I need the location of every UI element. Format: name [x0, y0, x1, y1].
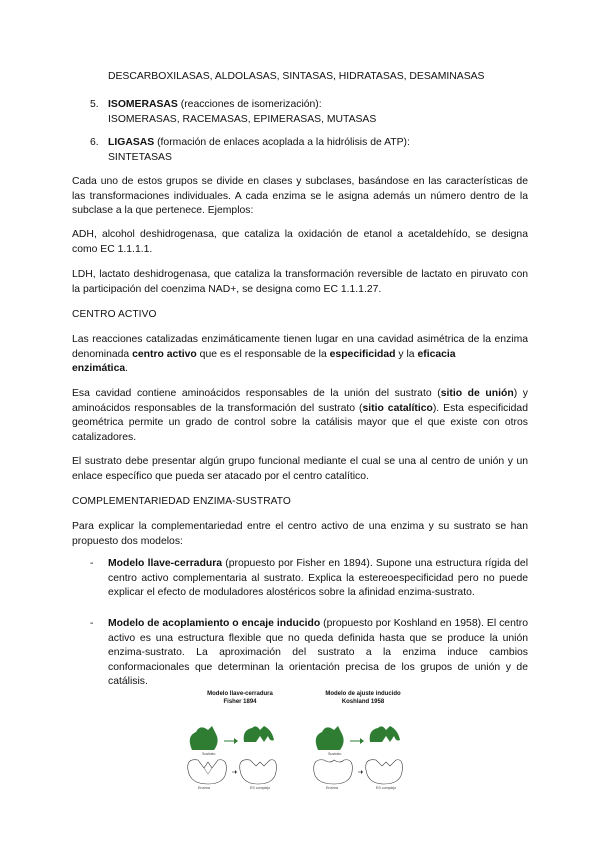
paragraph-centro-activo: Las reacciones catalizadas enzimáticamente tienen lugar en una cavidad asimétrica de la enzima denominada centro activo que es el responsable de la especificidad y la eficacia enzimática. — [72, 334, 529, 375]
item-examples: SINTETASAS — [108, 151, 172, 163]
list-item-ligasas: LIGASAS (formación de enlaces acoplada a la hidrólisis de ATP): SINTETASAS — [108, 136, 528, 165]
label-enzyme-left: Enzima — [198, 786, 210, 790]
list-continuation: DESCARBOXILASAS, ALDOLASAS, SINTASAS, HIDRATASAS, DESAMINASAS — [108, 71, 485, 82]
bullet-dash: - — [90, 618, 94, 629]
item-title: ISOMERASAS — [108, 99, 178, 110]
figure-caption-right: Modelo de ajuste inducido Koshland 1958 — [325, 691, 401, 705]
paragraph-sustrato: El sustrato debe presentar algún grupo funcional mediante el cual se una al centro de unión y un enlace específico que pueda ser atacado por el centro catalítico. — [72, 456, 529, 482]
item-examples: ISOMERASAS, RACEMASAS, EPIMERASAS, MUTASAS — [108, 113, 377, 125]
label-substrate-left: Sustrato — [202, 752, 216, 756]
label-complex-right: ES complejo — [376, 786, 397, 790]
label-enzyme-right: Enzima — [326, 786, 338, 790]
enzyme-models-figure — [180, 690, 430, 800]
item-title: LIGASAS — [108, 137, 155, 148]
list-item-isomerasas: ISOMERASAS (reacciones de isomerización): ISOMERASAS, RACEMASAS, EPIMERASAS, MUTASAS — [108, 98, 528, 127]
heading-complementariedad: COMPLEMENTARIEDAD ENZIMA-SUSTRATO — [72, 496, 291, 507]
paragraph-classes: Cada uno de estos grupos se divide en clases y subclases, basándose en las características de las transformaciones individuales. A cada enzima se le asigna además un número dentro de la subclase a la que pertenece. Ejemplos: — [72, 176, 529, 217]
paragraph-adh: ADH, alcohol deshidrogenasa, que cataliza la oxidación de etanol a acetaldehído, se designa como EC 1.1.1.1. — [72, 229, 528, 255]
paragraph-modelos: Para explicar la complementariedad entre el centro activo de una enzima y su sustrato se han propuesto dos modelos: — [72, 521, 528, 547]
paragraph-cavidad: Esa cavidad contiene aminoácidos responsables de la unión del sustrato (sitio de unión) y aminoácidos responsables de la transformación del sustrato (sitio catalítico). Esta especificidad geométrica permite un grado de control sobre la catálisis mayor que el que existe con otros catalizadores. — [72, 388, 528, 443]
bullet-llave-cerradura: Modelo llave-cerradura (propuesto por Fisher en 1894). Supone una estructura rígida del centro activo complementaria al sustrato. Explica la estereoespecificidad pero no puede explicar el efecto de moduladores alostéricos sobre la afinidad enzima-sustrato. — [108, 558, 529, 599]
list-number-5: 5. — [90, 99, 99, 110]
bullet-encaje-inducido: Modelo de acoplamiento o encaje inducido (propuesto por Koshland en 1958). El centro activo es una estructura flexible que no queda definida hasta que se produce la unión enzima-sustrato. La aproximación del sustrato a la enzima induce cambios conformacionales que determinan la orientación precisa de los grupos de unión y de catálisis. — [108, 618, 529, 688]
bullet-dash: - — [90, 558, 94, 569]
figure-caption-left: Modelo llave-cerradura Fisher 1894 — [207, 691, 273, 705]
list-number-6: 6. — [90, 137, 99, 148]
label-complex-left: ES complejo — [250, 786, 271, 790]
label-substrate-right: Sustrato — [328, 752, 342, 756]
heading-centro-activo: CENTRO ACTIVO — [72, 309, 157, 320]
paragraph-ldh: LDH, lactato deshidrogenasa, que cataliza la transformación reversible de lactato en piruvato con la participación del coenzima NAD+, se designa como EC 1.1.1.27. — [72, 269, 529, 295]
